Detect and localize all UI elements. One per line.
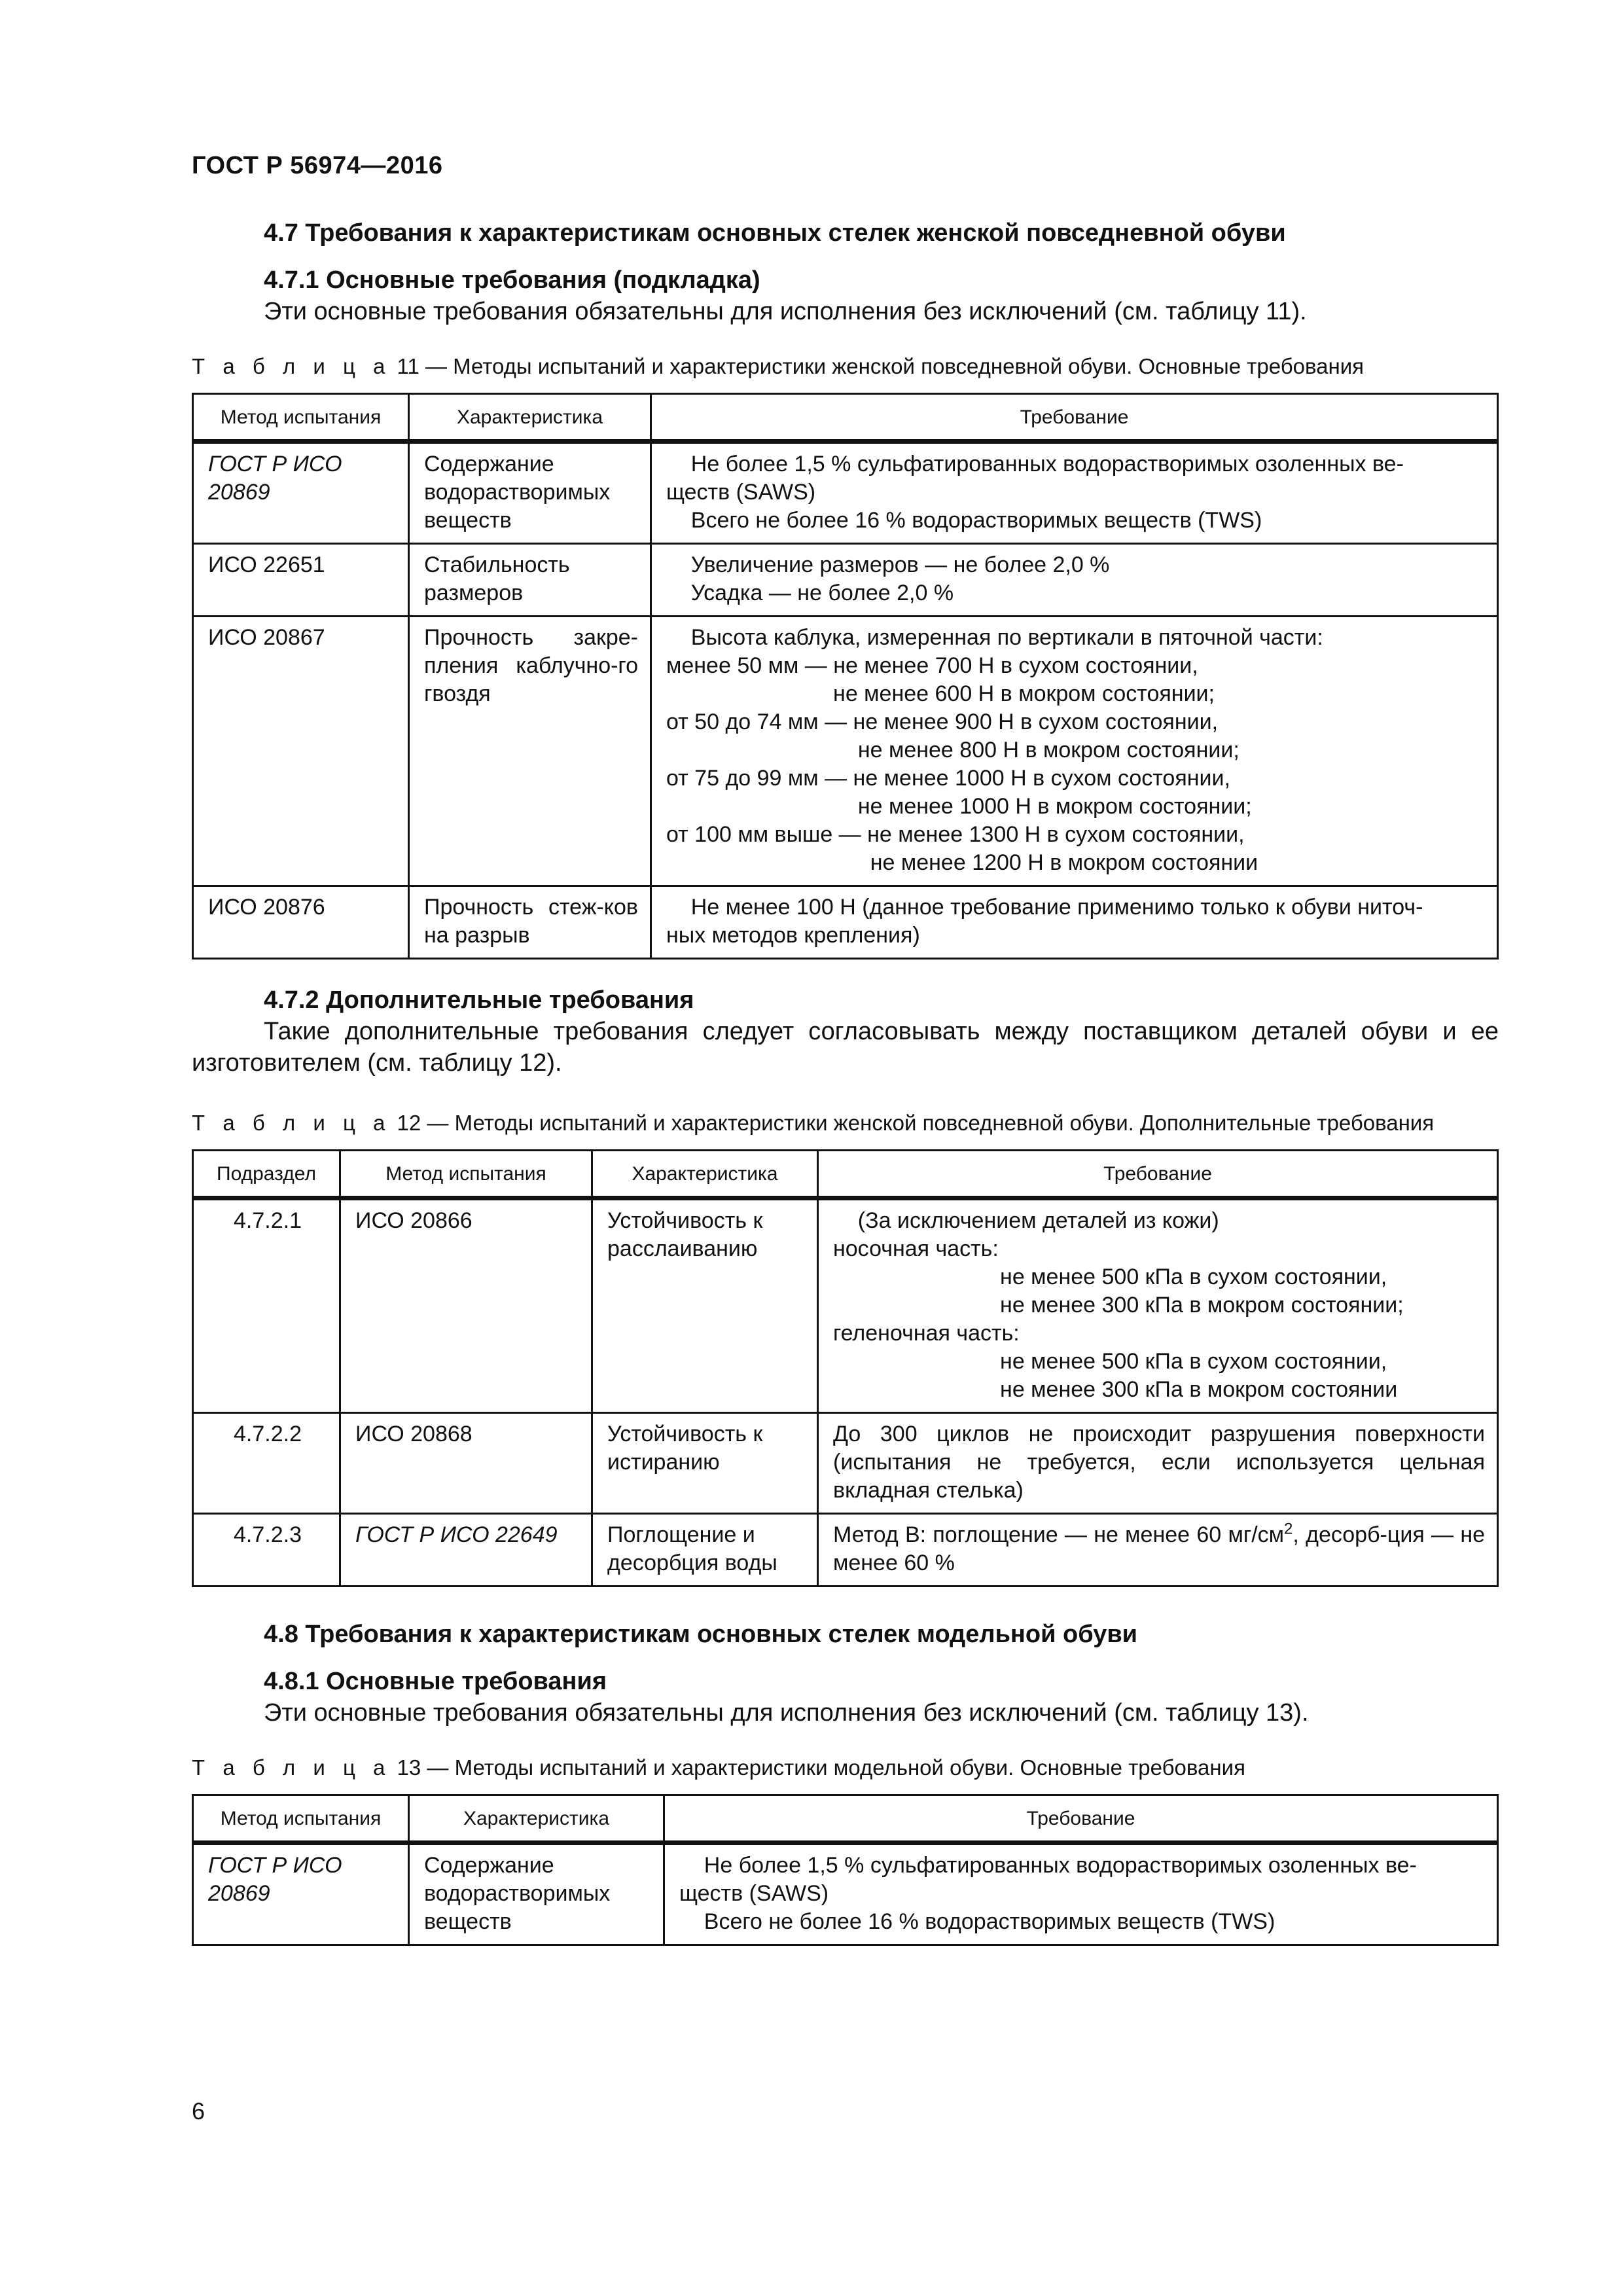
method-cell: ИСО 20876 [193, 886, 409, 959]
requirement-line: от 100 мм выше — не менее 1300 Н в сухом состоянии, [666, 822, 1245, 847]
characteristic-cell: Прочность закре-пления каблучно-го гвоздя [409, 617, 651, 886]
table-row [193, 442, 1498, 544]
requirement-line: Не более 1,5 % сульфатированных водорастворимых озоленных ве- [666, 452, 1404, 476]
requirement-line: ществ (SAWS) [666, 480, 816, 505]
document-code: ГОСТ Р 56974—2016 [192, 152, 443, 179]
requirement-line: (За исключением деталей из кожи) [833, 1208, 1219, 1233]
table-11-caption [192, 352, 1499, 381]
table-header-cell: Подраздел [193, 1151, 340, 1198]
table-12 [192, 1149, 1499, 1587]
requirement-line: носочная часть: [833, 1236, 999, 1261]
page-number: 6 [192, 2098, 205, 2125]
requirement-line: ных методов крепления) [666, 923, 920, 948]
section-4-7-1-title: 4.7.1 Основные требования (подкладка) [264, 266, 760, 294]
requirement-line: Высота каблука, измеренная по вертикали в пяточной части: [666, 625, 1323, 650]
requirement-cell [651, 886, 1498, 959]
table-header-row [193, 1151, 1498, 1198]
requirement-text: Метод В: поглощение — не менее 60 мг/см [833, 1522, 1285, 1547]
table-13-caption-text: 13 — Методы испытаний и характеристики модельной обуви. Основные требования [391, 1755, 1245, 1780]
table-row [193, 886, 1498, 959]
table-row [193, 1514, 1498, 1587]
table-13-caption [192, 1753, 1499, 1782]
requirement-line: Всего не более 16 % водорастворимых веществ (TWS) [679, 1909, 1275, 1934]
requirement-line: не менее 300 кПа в мокром состоянии; [833, 1293, 1404, 1318]
table-12-caption-text: 12 — Методы испытаний и характеристики женской повседневной обуви. Дополнительные требования [391, 1111, 1435, 1135]
section-4-7-2-title: 4.7.2 Дополнительные требования [264, 986, 694, 1014]
characteristic-cell: Содержание водорастворимых веществ [409, 1843, 664, 1945]
table-12-label: Т а б л и ц а [192, 1111, 391, 1135]
table-11-label: Т а б л и ц а [192, 354, 391, 378]
section-4-8-title: 4.8 Требования к характеристикам основных стелек модельной обуви [264, 1621, 1138, 1648]
requirement-line: Увеличение размеров — не более 2,0 % [666, 552, 1110, 577]
table-row [193, 1198, 1498, 1413]
table-header-row [193, 394, 1498, 442]
requirement-cell [818, 1198, 1498, 1413]
requirement-line: от 50 до 74 мм — не менее 900 Н в сухом состоянии, [666, 709, 1219, 734]
section-4-8-1-text: Эти основные требования обязательны для исполнения без исключений (см. таблицу 13). [264, 1699, 1309, 1727]
superscript: 2 [1284, 1520, 1293, 1538]
requirement-line: геленочная часть: [833, 1321, 1020, 1346]
requirement-line: от 75 до 99 мм — не менее 1000 Н в сухом состоянии, [666, 766, 1230, 791]
requirement-cell [651, 617, 1498, 886]
table-header-cell: Требование [818, 1151, 1498, 1198]
section-4-7-1-text: Эти основные требования обязательны для исполнения без исключений (см. таблицу 11). [264, 298, 1307, 325]
requirement-line: Всего не более 16 % водорастворимых веществ (TWS) [666, 508, 1262, 533]
requirement-line: менее 50 мм — не менее 700 Н в сухом состоянии, [666, 653, 1198, 678]
method-cell: ИСО 20868 [340, 1413, 592, 1514]
requirement-line: Не менее 100 Н (данное требование применимо только к обуви ниточ- [666, 895, 1423, 920]
requirement-cell [818, 1514, 1498, 1587]
table-header-cell: Требование [651, 394, 1498, 442]
table-header-cell: Метод испытания [193, 1795, 409, 1843]
requirement-cell [651, 544, 1498, 617]
requirement-line: Не более 1,5 % сульфатированных водорастворимых озоленных ве- [679, 1853, 1417, 1878]
requirement-line: не менее 1200 Н в мокром состоянии [666, 850, 1258, 875]
characteristic-cell: Устойчивость к расслаиванию [592, 1198, 818, 1413]
method-cell: ГОСТ Р ИСО 20869 [193, 1843, 409, 1945]
characteristic-cell: Устойчивость к истиранию [592, 1413, 818, 1514]
method-cell: ИСО 20866 [340, 1198, 592, 1413]
method-cell: ГОСТ Р ИСО 22649 [340, 1514, 592, 1587]
table-row [193, 544, 1498, 617]
requirement-line: не менее 1000 Н в мокром состоянии; [666, 794, 1252, 819]
table-12-caption [192, 1109, 1499, 1138]
requirement-cell [651, 442, 1498, 544]
table-header-cell: Характеристика [409, 394, 651, 442]
method-cell: ИСО 20867 [193, 617, 409, 886]
section-4-8-1-title: 4.8.1 Основные требования [264, 1668, 607, 1695]
characteristic-cell: Поглощение и десорбция воды [592, 1514, 818, 1587]
requirement-text: , десорб-ция — не менее 60 % [833, 1522, 1486, 1575]
requirement-line: не менее 800 Н в мокром состоянии; [666, 738, 1240, 762]
table-13 [192, 1794, 1499, 1946]
requirement-line: ществ (SAWS) [679, 1881, 829, 1906]
table-row [193, 617, 1498, 886]
document-body [192, 216, 1499, 1946]
section-4-7-2-text: Такие дополнительные требования следует согласовывать между поставщиком деталей обуви и ее изготовителем (см. таблицу 12). [192, 1018, 1499, 1077]
requirement-cell: До 300 циклов не происходит разрушения поверхности (испытания не требуется, если используется цельная вкладная стелька) [818, 1413, 1498, 1514]
requirement-line: не менее 600 Н в мокром состоянии; [666, 681, 1215, 706]
table-11-caption-text: 11 — Методы испытаний и характеристики женской повседневной обуви. Основные требования [391, 354, 1364, 378]
subsection-cell: 4.7.2.2 [193, 1413, 340, 1514]
table-header-cell: Характеристика [592, 1151, 818, 1198]
table-header-cell: Метод испытания [193, 394, 409, 442]
table-row [193, 1843, 1498, 1945]
section-4-7-title: 4.7 Требования к характеристикам основных стелек женской повседневной обуви [264, 219, 1286, 247]
table-header-cell: Характеристика [409, 1795, 664, 1843]
table-header-cell: Требование [664, 1795, 1498, 1843]
subsection-cell: 4.7.2.3 [193, 1514, 340, 1587]
characteristic-cell: Прочность стеж-ков на разрыв [409, 886, 651, 959]
subsection-cell: 4.7.2.1 [193, 1198, 340, 1413]
table-header-cell: Метод испытания [340, 1151, 592, 1198]
table-row [193, 1413, 1498, 1514]
method-cell: ГОСТ Р ИСО 20869 [193, 442, 409, 544]
requirement-line: не менее 500 кПа в сухом состоянии, [833, 1265, 1387, 1289]
requirement-line: Усадка — не более 2,0 % [666, 581, 954, 605]
characteristic-cell: Стабильность размеров [409, 544, 651, 617]
table-13-label: Т а б л и ц а [192, 1755, 391, 1780]
requirement-line: не менее 500 кПа в сухом состоянии, [833, 1349, 1387, 1374]
method-cell: ИСО 22651 [193, 544, 409, 617]
characteristic-cell: Содержание водорастворимых веществ [409, 442, 651, 544]
requirement-line: не менее 300 кПа в мокром состоянии [833, 1377, 1398, 1402]
table-header-row [193, 1795, 1498, 1843]
table-11 [192, 393, 1499, 960]
requirement-cell [664, 1843, 1498, 1945]
